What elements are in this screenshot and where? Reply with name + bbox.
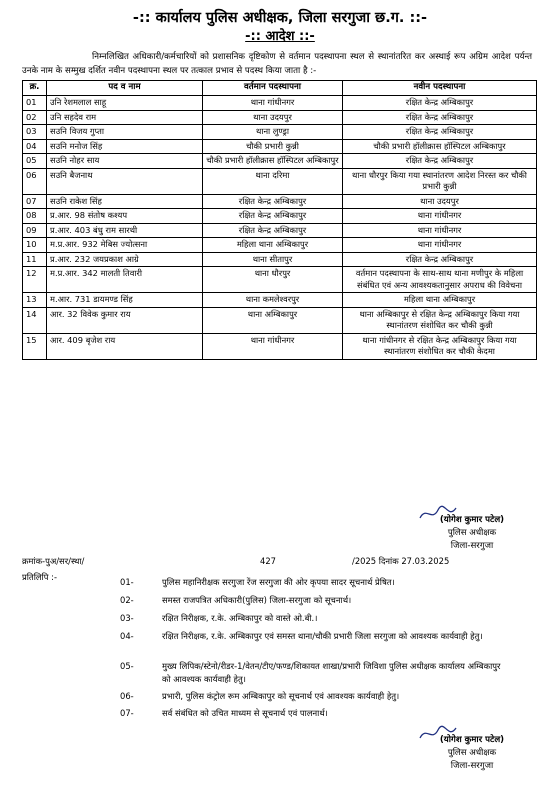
signature-block-2 [412, 734, 532, 773]
office-title: -:: कार्यालय पुलिस अधीक्षक, जिला सरगुजा छ.ग. ::- [132, 10, 428, 26]
cell-new-posting: थाना धौरपुर किया गया स्थानांतरण आदेश निरस्त कर चौकी प्रभारी कुन्नी [343, 168, 537, 194]
cell-serial: 05 [23, 154, 47, 169]
cell-serial: 10 [23, 238, 47, 253]
signatory-name: (योगेश कुमार पटेल) [439, 735, 505, 745]
cell-new-posting: थाना गांधीनगर से रक्षित केन्द्र अम्बिकापुर किया गया स्थानांतरण संशोधित कर चौकी केदमा [343, 333, 537, 359]
copy-to-number: 02- [120, 595, 134, 605]
cell-name: आर. 32 विवेक कुमार राय [47, 307, 203, 333]
cell-serial: 11 [23, 252, 47, 267]
cell-current-posting: महिला थाना अम्बिकापुर [203, 238, 343, 253]
cell-serial: 03 [23, 125, 47, 140]
copy-to-text: रक्षित निरीक्षक, र.के. अम्बिकापुर एवं समस्त थाना/चौकी प्रभारी जिला सरगुजा को आवश्यक कार्यवाही हेतु। [162, 631, 483, 641]
cell-current-posting: चौकी प्रभारी हॉलीक्रास हॉस्पिटल अम्बिकापुर [203, 154, 343, 169]
table-row [23, 125, 537, 140]
cell-current-posting: थाना गांधीनगर [203, 333, 343, 359]
copy-to-text: रक्षित निरीक्षक, र.के. अम्बिकापुर को वास्ते ओ.बी.। [162, 613, 318, 623]
cell-serial: 14 [23, 307, 47, 333]
copy-to-number: 07- [120, 708, 134, 718]
cell-new-posting: महिला थाना अम्बिकापुर [343, 293, 537, 308]
signatory-district: जिला-सरगुजा [450, 761, 494, 771]
order-heading-text: -:: आदेश ::- [245, 29, 315, 44]
cell-name: प्र.आर. 232 जयप्रकाश आग्रे [47, 252, 203, 267]
cell-serial: 08 [23, 209, 47, 224]
memo-number: 427 [260, 556, 276, 566]
cell-current-posting: थाना सीतापुर [203, 252, 343, 267]
copy-to-number: 03- [120, 613, 134, 623]
table-row [23, 110, 537, 125]
table-row [23, 209, 537, 224]
cell-current-posting: थाना धौरपुर [203, 267, 343, 293]
cell-name: प्र.आर. 98 संतोष कश्यप [47, 209, 203, 224]
copy-to-text: मुख्य लिपिक/स्टेनो/रीडर-1/वेतन/टीए/फण्ड/शिकायत शाखा/प्रभारी जिविशा पुलिस अधीक्षक कार्यालय अम्बिकापुर को आवश्यक कार्यवाही हेतु। [162, 661, 501, 684]
signatory-designation: पुलिस अधीक्षक [447, 528, 497, 538]
signature-scribble-icon [418, 724, 458, 744]
intro-paragraph: निम्नलिखित अधिकारी/कर्मचारियों को प्रशासनिक दृष्टिकोण से वर्तमान पदस्थापना स्थल से स्थानांतरित कर अस्थाई रूप अग्रिम आदेश पर्यन्त उनके नाम के सम्मुख दर्शित नवीन पदस्थापना स्थल पर तत्काल प्रभाव से पदस्थ किया जाता है :- [22, 52, 532, 76]
cell-serial: 04 [23, 139, 47, 154]
table-row [23, 168, 537, 194]
cell-name: म.प्र.आर. 342 मालती तिवारी [47, 267, 203, 293]
cell-name: सउनि विजय गुप्ता [47, 125, 203, 140]
memo-reference: क्रमांक-पुअ/सर/स्था/ [22, 556, 85, 566]
transfer-table [22, 80, 537, 360]
table-row [23, 139, 537, 154]
cell-current-posting: चौकी प्रभारी कुन्नी [203, 139, 343, 154]
table-header-row [23, 81, 537, 96]
cell-serial: 01 [23, 96, 47, 111]
table-row [23, 194, 537, 209]
cell-serial: 13 [23, 293, 47, 308]
cell-serial: 07 [23, 194, 47, 209]
cell-new-posting: चौकी प्रभारी हॉलीक्रास हॉस्पिटल अम्बिकापुर [343, 139, 537, 154]
signatory-district: जिला-सरगुजा [450, 541, 494, 551]
cell-new-posting: रक्षित केन्द्र अम्बिकापुर [343, 110, 537, 125]
cell-current-posting: रक्षित केन्द्र अम्बिकापुर [203, 209, 343, 224]
cell-current-posting: थाना दरिमा [203, 168, 343, 194]
header-name: पद व नाम [47, 81, 203, 96]
table-row [23, 223, 537, 238]
table-row [23, 252, 537, 267]
cell-new-posting: वर्तमान पदस्थापना के साथ-साथ थाना मणीपुर के महिला संबंधित एवं अन्य आवश्यकतानुसार अपराध की विवेचना [343, 267, 537, 293]
table-row [23, 238, 537, 253]
copy-to-text: सर्व संबंधित को उचित माध्यम से सूचनार्थ एवं पालनार्थ। [162, 708, 328, 718]
cell-new-posting: थाना अम्बिकापुर से रक्षित केन्द्र अम्बिकापुर किया गया स्थानांतरण संशोधित कर चौकी कुन्नी [343, 307, 537, 333]
cell-name: सउनि मनोज सिंह [47, 139, 203, 154]
cell-name: म.प्र.आर. 932 मेबिस ज्योत्सना [47, 238, 203, 253]
header-new-posting: नवीन पदस्थापना [343, 81, 537, 96]
signatory-designation: पुलिस अधीक्षक [447, 748, 497, 758]
signature-block-1 [412, 514, 532, 553]
cell-current-posting: रक्षित केन्द्र अम्बिकापुर [203, 194, 343, 209]
signatory-name: (योगेश कुमार पटेल) [439, 515, 505, 525]
copy-to-number: 01- [120, 577, 134, 587]
header-current-posting: वर्तमान पदस्थापना [203, 81, 343, 96]
table-row [23, 333, 537, 359]
copy-to-number: 06- [120, 691, 134, 701]
table-row [23, 96, 537, 111]
copy-to-number: 04- [120, 631, 134, 641]
cell-serial: 02 [23, 110, 47, 125]
signature-scribble-icon [418, 504, 458, 524]
cell-name: उनि रेशमलाल साहू [47, 96, 203, 111]
table-row [23, 154, 537, 169]
cell-current-posting: थाना अम्बिकापुर [203, 307, 343, 333]
order-heading [22, 28, 538, 46]
cell-serial: 09 [23, 223, 47, 238]
cell-current-posting: थाना उदयपुर [203, 110, 343, 125]
table-row [23, 293, 537, 308]
memo-date: /2025 दिनांक 27.03.2025 [352, 556, 450, 566]
cell-current-posting: थाना कमलेश्वरपुर [203, 293, 343, 308]
cell-new-posting: रक्षित केन्द्र अम्बिकापुर [343, 252, 537, 267]
cell-serial: 12 [23, 267, 47, 293]
cell-new-posting: थाना गांधीनगर [343, 223, 537, 238]
cell-serial: 06 [23, 168, 47, 194]
cell-name: सउनि नोहर साय [47, 154, 203, 169]
cell-name: सउनि बैजनाथ [47, 168, 203, 194]
cell-name: प्र.आर. 403 बंधु राम सारथी [47, 223, 203, 238]
table-row [23, 267, 537, 293]
copy-to-label: प्रतिलिपि :- [22, 572, 57, 582]
cell-new-posting: थाना उदयपुर [343, 194, 537, 209]
copy-to-text: प्रभारी, पुलिस कंट्रोल रूम अम्बिकापुर को सूचनार्थ एवं आवश्यक कार्यवाही हेतु। [162, 691, 400, 701]
cell-name: म.आर. 731 डायमण्ड सिंह [47, 293, 203, 308]
cell-new-posting: रक्षित केन्द्र अम्बिकापुर [343, 125, 537, 140]
copy-to-number: 05- [120, 661, 134, 671]
cell-new-posting: रक्षित केन्द्र अम्बिकापुर [343, 154, 537, 169]
cell-name: उनि सहदेव राम [47, 110, 203, 125]
cell-new-posting: थाना गांधीनगर [343, 209, 537, 224]
cell-serial: 15 [23, 333, 47, 359]
cell-new-posting: रक्षित केन्द्र अम्बिकापुर [343, 96, 537, 111]
copy-to-text: समस्त राजपत्रित अधिकारी(पुलिस) जिला-सरगुजा को सूचनार्थ। [162, 595, 352, 605]
cell-new-posting: थाना गांधीनगर [343, 238, 537, 253]
cell-current-posting: थाना गांधीनगर [203, 96, 343, 111]
cell-name: आर. 409 बृजेश राय [47, 333, 203, 359]
cell-name: सउनि राकेश सिंह [47, 194, 203, 209]
cell-current-posting: थाना लुण्ड्रा [203, 125, 343, 140]
table-row [23, 307, 537, 333]
header-serial: क्र. [23, 81, 47, 96]
cell-current-posting: रक्षित केन्द्र अम्बिकापुर [203, 223, 343, 238]
copy-to-text: पुलिस महानिरीक्षक सरगुजा रेंज सरगुजा की ओर कृपया सादर सूचनार्थ प्रेषित। [162, 577, 395, 587]
